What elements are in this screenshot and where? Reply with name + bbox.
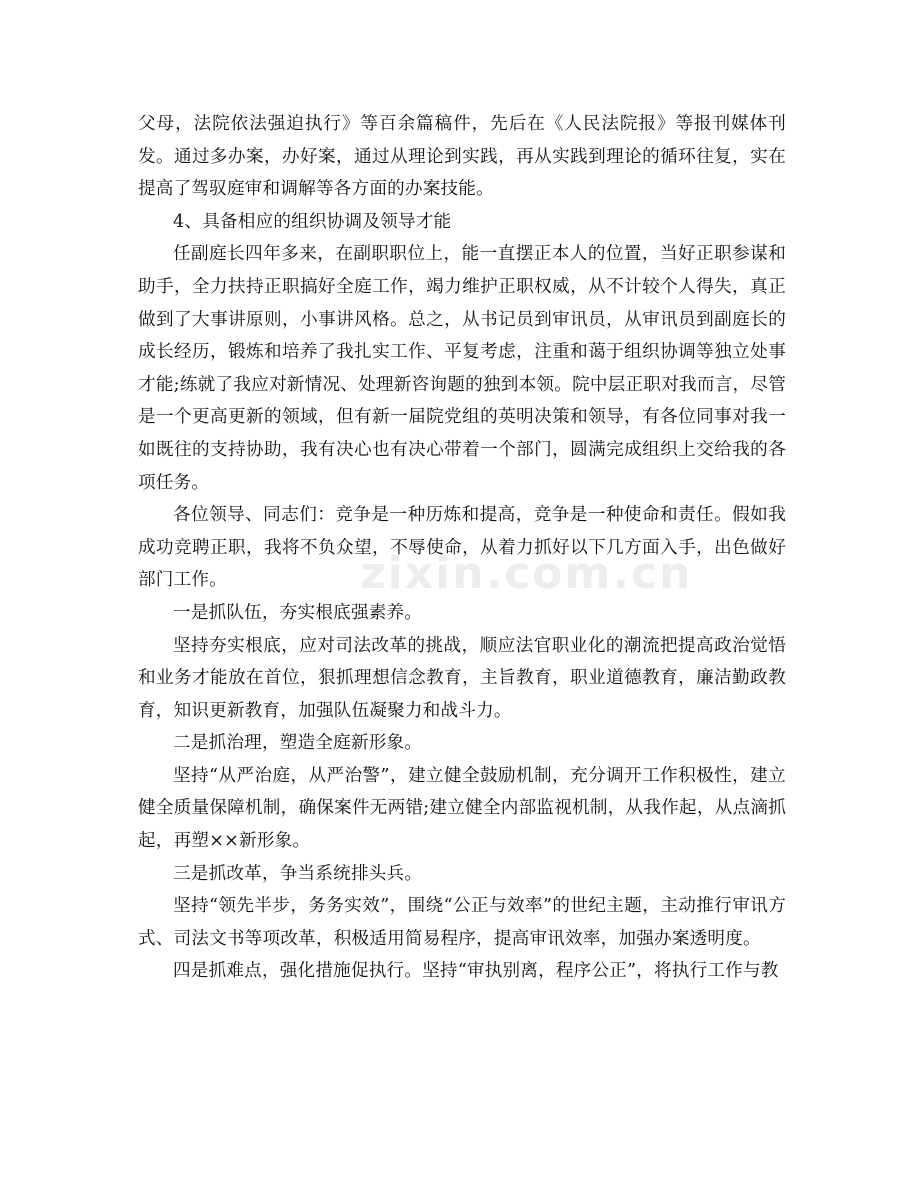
- paragraph: 各位领导、同志们：竞争是一种历炼和提高，竞争是一种使命和责任。假如我成功竞聘正职，我将不负众望，不辱使命，从着力抓好以下几方面入手，出色做好部门工作。: [138, 505, 786, 591]
- point-heading: 二是抓治理，塑造全庭新形象。: [173, 733, 423, 754]
- point-heading: 一是抓队伍，夯实根底强素养。: [173, 602, 423, 623]
- paragraph: 任副庭长四年多来，在副职职位上，能一直摆正本人的位置，当好正职参谋和助手，全力扶持正职搞好全庭工作，竭力维护正职权威，从不计较个人得失，真正做到了大事讲原则，小事讲风格。总之，从书记员到审讯员，从审讯员到副庭长的成长经历，锻炼和培养了我扎实工作、平复考虑，注重和蔼于组织协调等独立处事才能;练就了我应对新情况、处理新咨询题的独到本领。院中层正职对我而言，尽管是一个更高更新的领域，但有新一届院党组的英明决策和领导，有各位同事对我一如既往的支持协助，我有决心也有决心带着一个部门，圆满完成组织上交给我的各项任务。: [138, 244, 786, 493]
- paragraph: 坚持“从严治庭，从严治警”，建立健全鼓励机制，充分调开工作积极性，建立健全质量保障机制，确保案件无两错;建立健全内部监视机制，从我作起，从点滴抓起，再塑××新形象。: [138, 765, 786, 852]
- paragraph: 坚持夯实根底，应对司法改革的挑战，顺应法官职业化的潮流把提高政治觉悟和业务才能放在首位，狠抓理想信念教育，主旨教育，职业道德教育，廉洁勤政教育，知识更新教育，加强队伍凝聚力和战斗力。: [138, 635, 786, 721]
- paragraph: 坚持“领先半步，务务实效”，围绕“公正与效率”的世纪主题，主动推行审讯方式、司法文书等项改革，积极适用简易程序，提高审讯效率，加强办案透明度。: [138, 896, 786, 949]
- section-heading: 4、具备相应的组织协调及领导才能: [173, 211, 452, 232]
- point-heading: 三是抓改革，争当系统排头兵。: [173, 863, 423, 884]
- paragraph-continuation: 父母，法院依法强迫执行》等百余篇稿件，先后在《人民法院报》等报刊媒体刊发。通过多办案，办好案，通过从理论到实践，再从实践到理论的循环往复，实在提高了驾驭庭审和调解等各方面的办案技能。: [138, 114, 786, 200]
- document-body: [138, 108, 786, 988]
- paragraph: 四是抓难点，强化措施促执行。坚持“审执别离，程序公正”，将执行工作与教: [173, 961, 779, 982]
- watermark: zixin.com.cn: [360, 548, 693, 599]
